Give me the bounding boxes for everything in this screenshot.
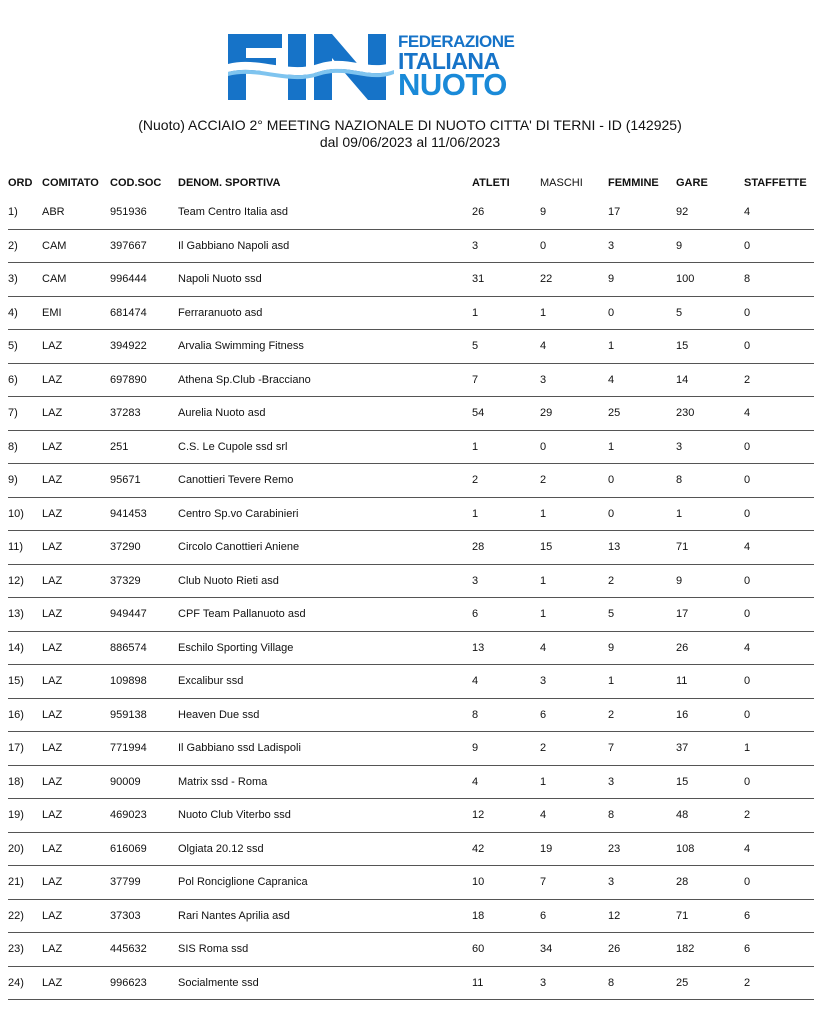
cell-comitato: ABR [42, 196, 110, 229]
cell-maschi: 19 [540, 832, 608, 866]
cell-atleti: 3 [472, 564, 540, 598]
cell-femmine: 1 [608, 430, 676, 464]
cell-staffette: 0 [744, 598, 814, 632]
cell-gare: 15 [676, 330, 744, 364]
fin-logo [228, 34, 532, 100]
cell-codsoc: 616069 [110, 832, 178, 866]
cell-atleti: 31 [472, 263, 540, 297]
cell-gare: 9 [676, 229, 744, 263]
cell-gare: 28 [676, 866, 744, 900]
cell-denom: Arvalia Swimming Fitness [178, 330, 472, 364]
cell-atleti: 3 [472, 229, 540, 263]
cell-gare: 100 [676, 263, 744, 297]
cell-maschi: 34 [540, 933, 608, 967]
cell-codsoc: 90009 [110, 765, 178, 799]
cell-ord: 15) [8, 665, 42, 699]
meeting-title: (Nuoto) ACCIAIO 2° MEETING NAZIONALE DI NUOTO CITTA' DI TERNI - ID (142925) [138, 117, 682, 133]
cell-maschi: 3 [540, 665, 608, 699]
cell-denom: Athena Sp.Club -Bracciano [178, 363, 472, 397]
cell-staffette: 2 [744, 363, 814, 397]
cell-atleti: 9 [472, 732, 540, 766]
cell-maschi: 1 [540, 564, 608, 598]
cell-maschi: 4 [540, 631, 608, 665]
cell-gare: 182 [676, 933, 744, 967]
cell-denom: Club Nuoto Rieti asd [178, 564, 472, 598]
cell-atleti: 4 [472, 765, 540, 799]
cell-ord: 21) [8, 866, 42, 900]
cell-comitato: EMI [42, 296, 110, 330]
table-row [8, 799, 814, 833]
cell-comitato: LAZ [42, 464, 110, 498]
cell-gare: 9 [676, 564, 744, 598]
cell-staffette: 0 [744, 564, 814, 598]
cell-staffette: 0 [744, 464, 814, 498]
cell-comitato: LAZ [42, 799, 110, 833]
cell-femmine: 26 [608, 933, 676, 967]
cell-denom: Napoli Nuoto ssd [178, 263, 472, 297]
cell-staffette: 0 [744, 698, 814, 732]
cell-staffette: 1 [744, 732, 814, 766]
cell-femmine: 0 [608, 497, 676, 531]
cell-gare: 71 [676, 531, 744, 565]
cell-ord: 5) [8, 330, 42, 364]
cell-maschi: 1 [540, 497, 608, 531]
cell-denom: Team Centro Italia asd [178, 196, 472, 229]
cell-comitato: LAZ [42, 933, 110, 967]
cell-denom: C.S. Le Cupole ssd srl [178, 430, 472, 464]
cell-codsoc: 445632 [110, 933, 178, 967]
cell-femmine: 9 [608, 263, 676, 297]
header-gare: GARE [676, 177, 708, 189]
cell-codsoc: 951936 [110, 196, 178, 229]
header-staffette: STAFFETTE [744, 177, 807, 189]
table-row [8, 531, 814, 565]
cell-atleti: 2 [472, 464, 540, 498]
cell-codsoc: 394922 [110, 330, 178, 364]
cell-denom: Heaven Due ssd [178, 698, 472, 732]
cell-denom: Eschilo Sporting Village [178, 631, 472, 665]
cell-comitato: LAZ [42, 564, 110, 598]
cell-atleti: 1 [472, 296, 540, 330]
cell-codsoc: 771994 [110, 732, 178, 766]
cell-comitato: LAZ [42, 665, 110, 699]
cell-staffette: 0 [744, 430, 814, 464]
cell-femmine: 8 [608, 799, 676, 833]
table-row [8, 363, 814, 397]
cell-ord: 6) [8, 363, 42, 397]
cell-femmine: 23 [608, 832, 676, 866]
cell-denom: Nuoto Club Viterbo ssd [178, 799, 472, 833]
cell-denom: Socialmente ssd [178, 966, 472, 1000]
cell-ord: 10) [8, 497, 42, 531]
cell-denom: Il Gabbiano ssd Ladispoli [178, 732, 472, 766]
cell-comitato: LAZ [42, 698, 110, 732]
cell-ord: 8) [8, 430, 42, 464]
cell-maschi: 22 [540, 263, 608, 297]
cell-denom: Aurelia Nuoto asd [178, 397, 472, 431]
cell-denom: Canottieri Tevere Remo [178, 464, 472, 498]
cell-staffette: 0 [744, 229, 814, 263]
cell-femmine: 3 [608, 229, 676, 263]
cell-codsoc: 996444 [110, 263, 178, 297]
table-row [8, 933, 814, 967]
cell-maschi: 29 [540, 397, 608, 431]
cell-atleti: 18 [472, 899, 540, 933]
cell-comitato: LAZ [42, 765, 110, 799]
cell-gare: 14 [676, 363, 744, 397]
cell-femmine: 7 [608, 732, 676, 766]
cell-comitato: LAZ [42, 363, 110, 397]
table-row [8, 765, 814, 799]
cell-staffette: 8 [744, 263, 814, 297]
cell-ord: 20) [8, 832, 42, 866]
table-row [8, 866, 814, 900]
cell-maschi: 4 [540, 799, 608, 833]
cell-maschi: 2 [540, 732, 608, 766]
cell-femmine: 3 [608, 866, 676, 900]
cell-femmine: 2 [608, 698, 676, 732]
cell-staffette: 0 [744, 497, 814, 531]
cell-maschi: 3 [540, 966, 608, 1000]
cell-maschi: 15 [540, 531, 608, 565]
cell-comitato: LAZ [42, 966, 110, 1000]
cell-denom: Excalibur ssd [178, 665, 472, 699]
cell-staffette: 6 [744, 933, 814, 967]
table-row [8, 631, 814, 665]
cell-maschi: 9 [540, 196, 608, 229]
table-row [8, 732, 814, 766]
header-maschi: MASCHI [540, 177, 583, 189]
cell-codsoc: 941453 [110, 497, 178, 531]
cell-maschi: 0 [540, 430, 608, 464]
cell-comitato: LAZ [42, 866, 110, 900]
cell-staffette: 4 [744, 832, 814, 866]
cell-gare: 15 [676, 765, 744, 799]
table-row [8, 832, 814, 866]
cell-staffette: 4 [744, 397, 814, 431]
table-row [8, 665, 814, 699]
cell-maschi: 1 [540, 598, 608, 632]
cell-staffette: 4 [744, 196, 814, 229]
cell-femmine: 4 [608, 363, 676, 397]
cell-ord: 4) [8, 296, 42, 330]
cell-codsoc: 886574 [110, 631, 178, 665]
cell-staffette: 0 [744, 330, 814, 364]
cell-comitato: LAZ [42, 330, 110, 364]
cell-femmine: 3 [608, 765, 676, 799]
table-row [8, 296, 814, 330]
cell-gare: 48 [676, 799, 744, 833]
cell-comitato: LAZ [42, 598, 110, 632]
table-row [8, 899, 814, 933]
cell-atleti: 5 [472, 330, 540, 364]
cell-atleti: 12 [472, 799, 540, 833]
cell-staffette: 6 [744, 899, 814, 933]
cell-maschi: 7 [540, 866, 608, 900]
cell-codsoc: 37303 [110, 899, 178, 933]
cell-gare: 3 [676, 430, 744, 464]
cell-atleti: 60 [472, 933, 540, 967]
cell-staffette: 0 [744, 296, 814, 330]
cell-gare: 17 [676, 598, 744, 632]
document-title [0, 117, 820, 151]
table-header [8, 170, 814, 196]
participants-table [8, 170, 814, 1000]
cell-codsoc: 697890 [110, 363, 178, 397]
table-row [8, 497, 814, 531]
table-row [8, 564, 814, 598]
cell-atleti: 28 [472, 531, 540, 565]
table-body [8, 196, 814, 1000]
cell-atleti: 11 [472, 966, 540, 1000]
cell-ord: 13) [8, 598, 42, 632]
cell-ord: 18) [8, 765, 42, 799]
cell-ord: 22) [8, 899, 42, 933]
logo-line-italiana: ITALIANA [398, 48, 500, 74]
cell-codsoc: 251 [110, 430, 178, 464]
header-comitato: COMITATO [42, 177, 99, 189]
cell-staffette: 4 [744, 631, 814, 665]
cell-maschi: 6 [540, 698, 608, 732]
cell-denom: Pol Ronciglione Capranica [178, 866, 472, 900]
cell-denom: Matrix ssd - Roma [178, 765, 472, 799]
cell-codsoc: 681474 [110, 296, 178, 330]
cell-ord: 3) [8, 263, 42, 297]
cell-staffette: 0 [744, 866, 814, 900]
cell-atleti: 4 [472, 665, 540, 699]
cell-codsoc: 959138 [110, 698, 178, 732]
cell-gare: 8 [676, 464, 744, 498]
cell-gare: 25 [676, 966, 744, 1000]
cell-atleti: 10 [472, 866, 540, 900]
cell-comitato: CAM [42, 229, 110, 263]
cell-atleti: 1 [472, 497, 540, 531]
cell-ord: 1) [8, 196, 42, 229]
table-row [8, 229, 814, 263]
cell-maschi: 0 [540, 229, 608, 263]
cell-comitato: LAZ [42, 631, 110, 665]
table-row [8, 464, 814, 498]
table-row [8, 196, 814, 229]
cell-staffette: 2 [744, 966, 814, 1000]
cell-denom: CPF Team Pallanuoto asd [178, 598, 472, 632]
cell-atleti: 1 [472, 430, 540, 464]
cell-comitato: LAZ [42, 397, 110, 431]
cell-denom: Ferraranuoto asd [178, 296, 472, 330]
cell-comitato: LAZ [42, 899, 110, 933]
cell-femmine: 12 [608, 899, 676, 933]
meeting-dates: dal 09/06/2023 al 11/06/2023 [319, 134, 501, 150]
cell-denom: Rari Nantes Aprilia asd [178, 899, 472, 933]
cell-comitato: LAZ [42, 430, 110, 464]
header-femmine: FEMMINE [608, 177, 659, 189]
cell-gare: 108 [676, 832, 744, 866]
cell-ord: 2) [8, 229, 42, 263]
cell-femmine: 0 [608, 296, 676, 330]
logo-line-federazione: FEDERAZIONE [398, 32, 515, 51]
cell-femmine: 13 [608, 531, 676, 565]
cell-comitato: LAZ [42, 832, 110, 866]
cell-femmine: 25 [608, 397, 676, 431]
header-codsoc: COD.SOC [110, 177, 162, 189]
header-atleti: ATLETI [472, 177, 510, 189]
cell-gare: 5 [676, 296, 744, 330]
cell-denom: Il Gabbiano Napoli asd [178, 229, 472, 263]
cell-maschi: 1 [540, 296, 608, 330]
table-row [8, 397, 814, 431]
table-row [8, 330, 814, 364]
cell-ord: 9) [8, 464, 42, 498]
cell-gare: 92 [676, 196, 744, 229]
cell-ord: 14) [8, 631, 42, 665]
cell-maschi: 2 [540, 464, 608, 498]
cell-comitato: LAZ [42, 732, 110, 766]
cell-codsoc: 949447 [110, 598, 178, 632]
cell-codsoc: 397667 [110, 229, 178, 263]
cell-femmine: 2 [608, 564, 676, 598]
table-row [8, 698, 814, 732]
cell-maschi: 1 [540, 765, 608, 799]
cell-ord: 19) [8, 799, 42, 833]
cell-femmine: 8 [608, 966, 676, 1000]
cell-femmine: 0 [608, 464, 676, 498]
cell-maschi: 3 [540, 363, 608, 397]
cell-comitato: LAZ [42, 497, 110, 531]
cell-denom: Circolo Canottieri Aniene [178, 531, 472, 565]
cell-femmine: 5 [608, 598, 676, 632]
cell-comitato: CAM [42, 263, 110, 297]
cell-maschi: 6 [540, 899, 608, 933]
cell-femmine: 1 [608, 330, 676, 364]
cell-codsoc: 37290 [110, 531, 178, 565]
table-row [8, 966, 814, 1000]
cell-maschi: 4 [540, 330, 608, 364]
cell-codsoc: 37329 [110, 564, 178, 598]
cell-ord: 24) [8, 966, 42, 1000]
cell-denom: Olgiata 20.12 ssd [178, 832, 472, 866]
cell-atleti: 6 [472, 598, 540, 632]
cell-atleti: 54 [472, 397, 540, 431]
cell-ord: 11) [8, 531, 42, 565]
cell-ord: 16) [8, 698, 42, 732]
cell-gare: 1 [676, 497, 744, 531]
cell-femmine: 1 [608, 665, 676, 699]
cell-ord: 17) [8, 732, 42, 766]
table-row [8, 430, 814, 464]
cell-gare: 11 [676, 665, 744, 699]
cell-denom: Centro Sp.vo Carabinieri [178, 497, 472, 531]
header-denom: DENOM. SPORTIVA [178, 177, 281, 189]
table-row [8, 598, 814, 632]
fin-letters-logo [228, 34, 394, 100]
cell-femmine: 9 [608, 631, 676, 665]
cell-gare: 71 [676, 899, 744, 933]
cell-atleti: 13 [472, 631, 540, 665]
cell-ord: 7) [8, 397, 42, 431]
cell-atleti: 8 [472, 698, 540, 732]
cell-gare: 230 [676, 397, 744, 431]
table-row [8, 263, 814, 297]
cell-staffette: 0 [744, 665, 814, 699]
cell-staffette: 4 [744, 531, 814, 565]
cell-femmine: 17 [608, 196, 676, 229]
cell-atleti: 26 [472, 196, 540, 229]
cell-gare: 26 [676, 631, 744, 665]
cell-codsoc: 37283 [110, 397, 178, 431]
cell-codsoc: 469023 [110, 799, 178, 833]
cell-comitato: LAZ [42, 531, 110, 565]
cell-atleti: 7 [472, 363, 540, 397]
cell-codsoc: 109898 [110, 665, 178, 699]
cell-staffette: 0 [744, 765, 814, 799]
logo-line-nuoto: NUOTO [398, 67, 507, 102]
cell-codsoc: 996623 [110, 966, 178, 1000]
cell-codsoc: 37799 [110, 866, 178, 900]
cell-ord: 23) [8, 933, 42, 967]
cell-gare: 16 [676, 698, 744, 732]
header-ord: ORD [8, 177, 33, 189]
cell-gare: 37 [676, 732, 744, 766]
cell-staffette: 2 [744, 799, 814, 833]
cell-codsoc: 95671 [110, 464, 178, 498]
cell-atleti: 42 [472, 832, 540, 866]
cell-denom: SIS Roma ssd [178, 933, 472, 967]
cell-ord: 12) [8, 564, 42, 598]
